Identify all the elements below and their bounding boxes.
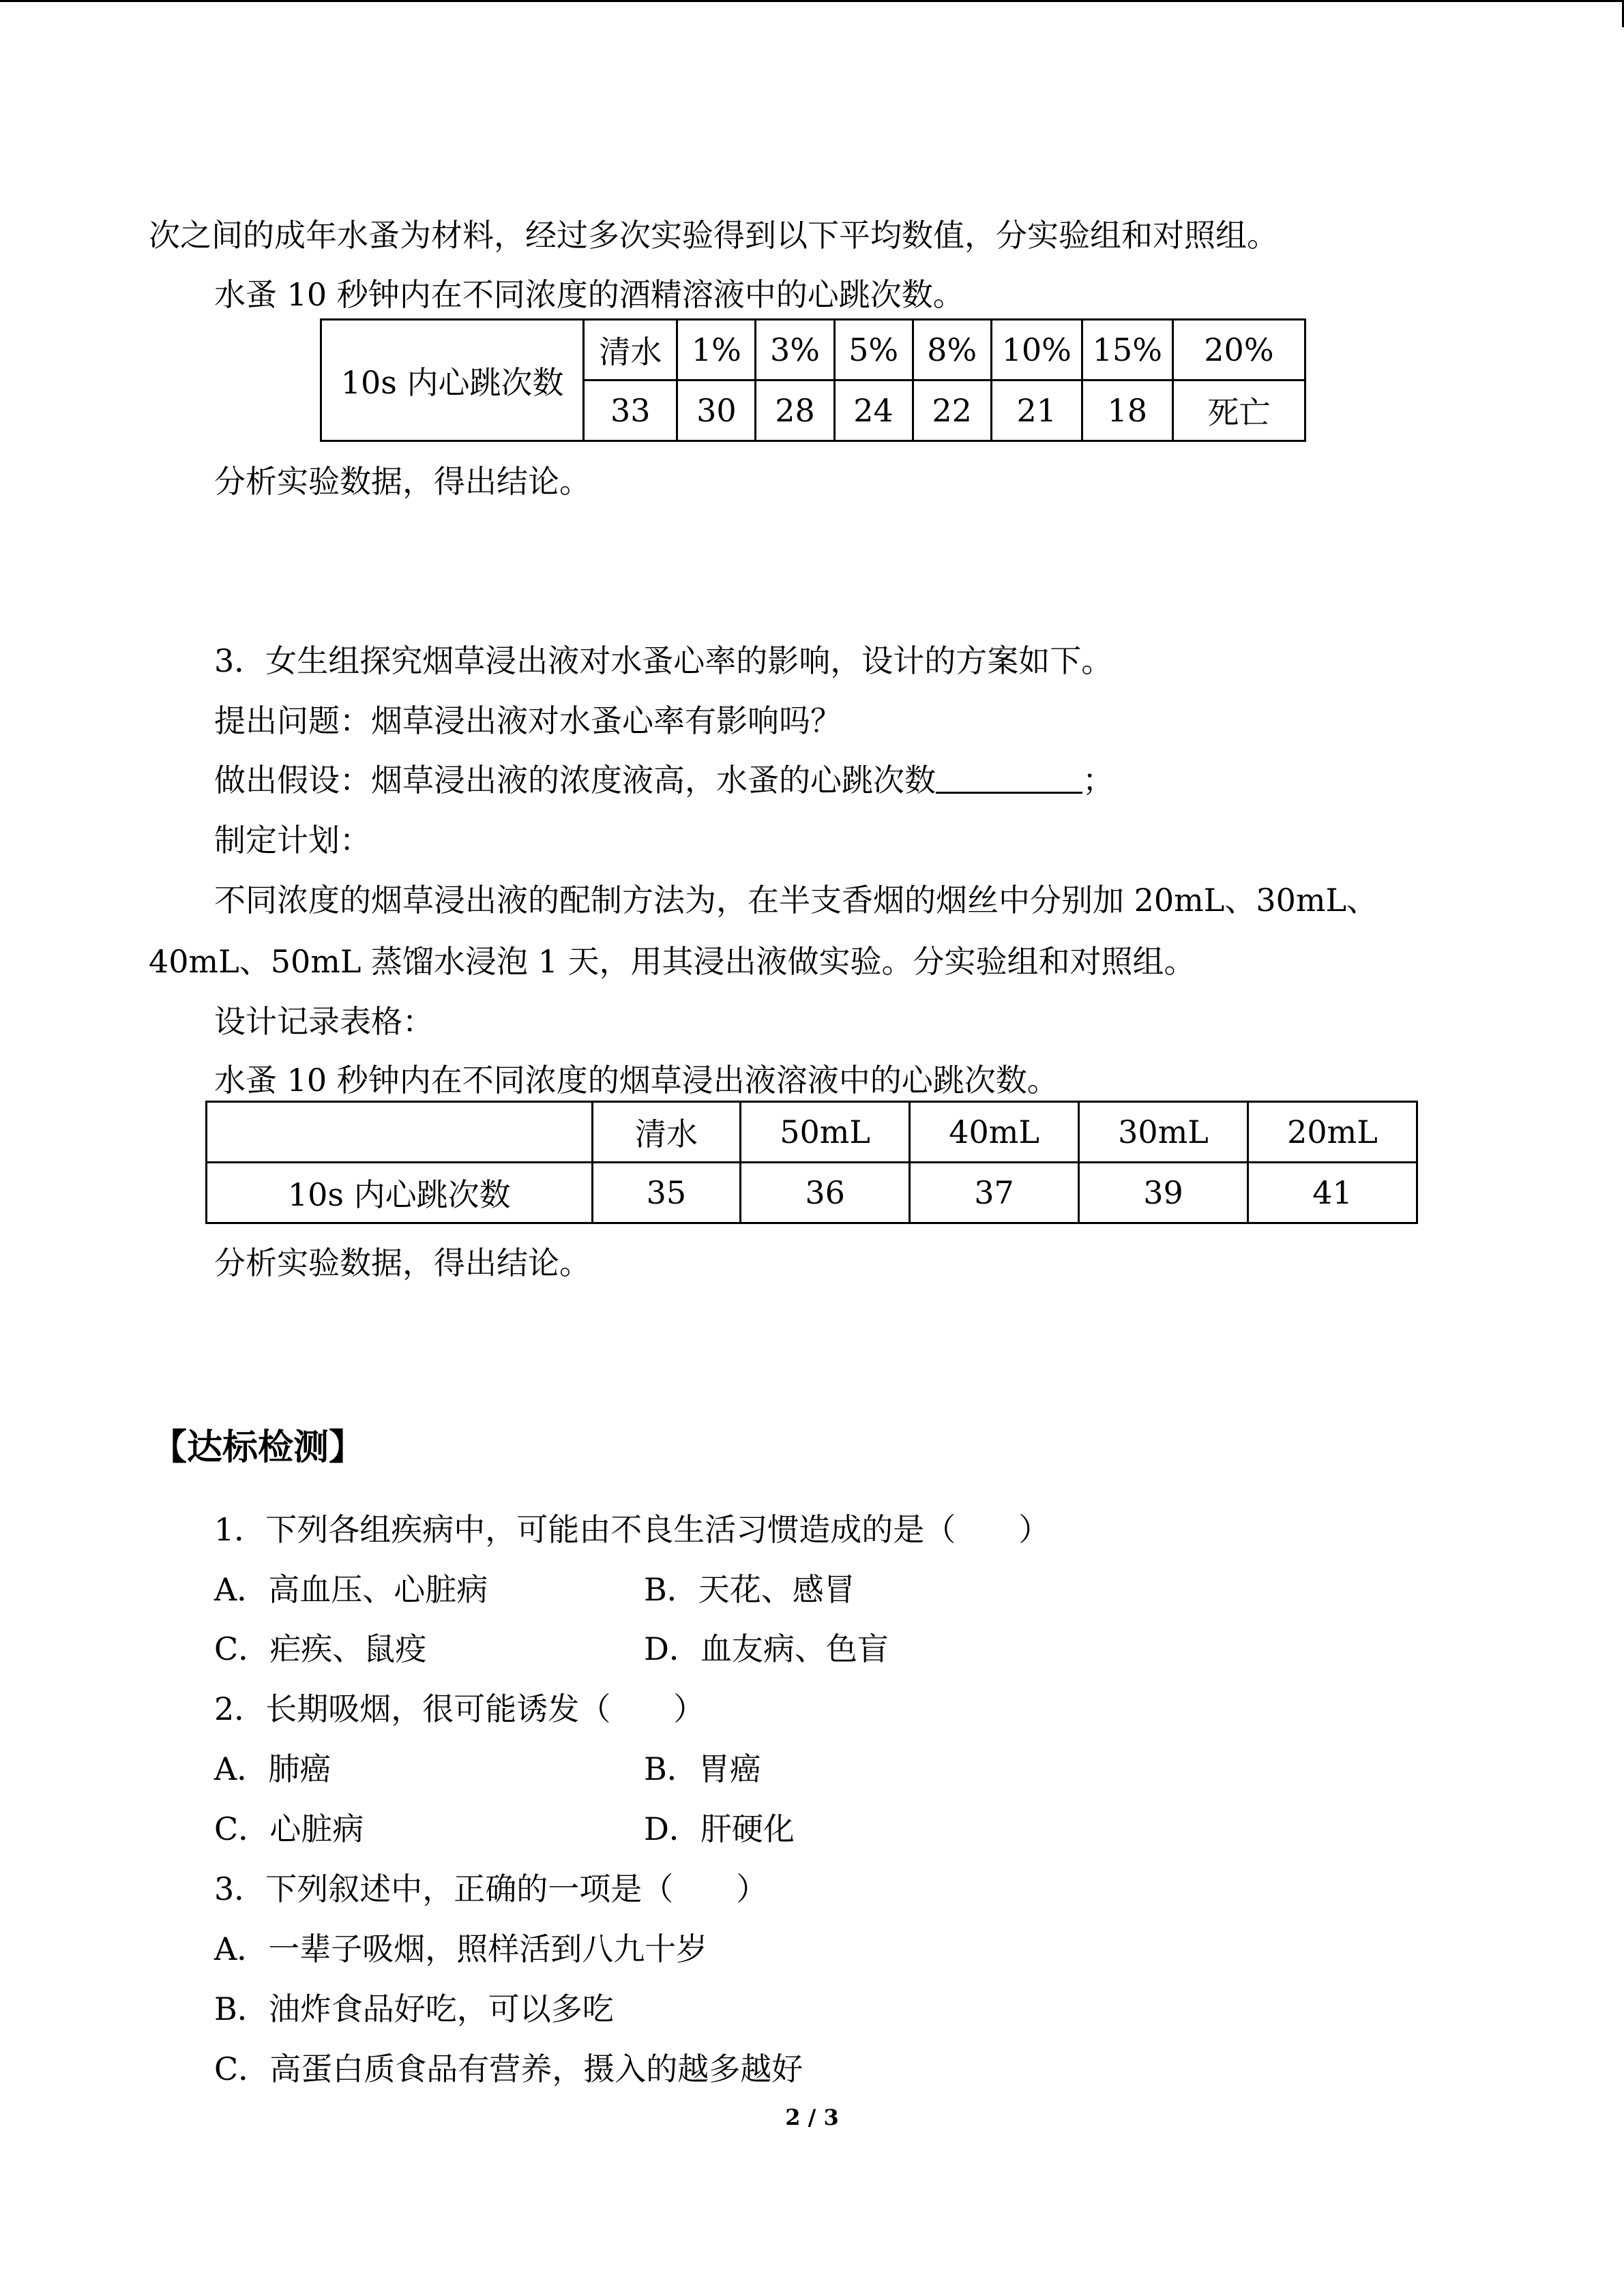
analysis-prompt: 分析实验数据，得出结论。 [214, 463, 591, 500]
tobacco-heart-rate-table [205, 1101, 1418, 1224]
value-cell: 33 [584, 381, 677, 441]
hypothesis-line [214, 760, 1114, 801]
question-2: 2．长期吸烟，很可能诱发（ ） [214, 1690, 705, 1727]
empty-header-cell [207, 1102, 593, 1163]
header-cell: 15% [1082, 320, 1172, 381]
value-cell: 41 [1247, 1163, 1417, 1223]
option-a[interactable]: A．肺癌 [214, 1750, 331, 1787]
header-cell: 50mL [741, 1102, 910, 1163]
header-cell: 1% [677, 320, 756, 381]
value-cell: 28 [756, 381, 834, 441]
value-cell: 22 [913, 381, 991, 441]
option-a[interactable]: A．高血压、心脏病 [214, 1571, 488, 1608]
text-line: 不同浓度的烟草浸出液的配制方法为，在半支香烟的烟丝中分别加 20mL、30mL、 [214, 882, 1378, 919]
header-cell: 清水 [592, 1102, 741, 1163]
question-3: 3．下列叙述中，正确的一项是（ ） [214, 1870, 768, 1907]
text-line: 提出问题：烟草浸出液对水蚤心率有影响吗？ [214, 702, 842, 739]
value-cell: 35 [592, 1163, 741, 1223]
option-d[interactable]: D．血友病、色盲 [644, 1630, 889, 1667]
option-b[interactable]: B．油炸食品好吃，可以多吃 [214, 1991, 614, 2027]
text-line: 设计记录表格： [214, 1003, 434, 1040]
table-caption: 水蚤 10 秒钟内在不同浓度的烟草浸出液溶液中的心跳次数。 [214, 1062, 1059, 1099]
section-heading: 【达标检测】 [151, 1427, 365, 1468]
question-1: 1．下列各组疾病中，可能由不良生活习惯造成的是（ ） [214, 1511, 1050, 1548]
option-c[interactable]: C．疟疾、鼠疫 [214, 1630, 427, 1667]
answer-blank[interactable] [936, 760, 1082, 794]
option-c[interactable]: C．高蛋白质食品有营养，摄入的越多越好 [214, 2051, 803, 2087]
value-cell: 24 [834, 381, 913, 441]
text-line: 次之间的成年水蚤为材料，经过多次实验得到以下平均数值，分实验组和对照组。 [149, 217, 1278, 254]
header-cell: 清水 [584, 320, 677, 381]
header-cell: 30mL [1079, 1102, 1248, 1163]
table-caption: 水蚤 10 秒钟内在不同浓度的酒精溶液中的心跳次数。 [214, 276, 964, 313]
row-label: 10s 内心跳次数 [321, 320, 584, 441]
value-cell: 36 [741, 1163, 910, 1223]
value-cell: 30 [677, 381, 756, 441]
header-cell: 40mL [910, 1102, 1079, 1163]
hypothesis-text: 做出假设：烟草浸出液的浓度液高，水蚤的心跳次数 [214, 762, 936, 799]
row-label: 10s 内心跳次数 [207, 1163, 593, 1223]
page-number: 2 / 3 [785, 2104, 839, 2130]
option-c[interactable]: C．心脏病 [214, 1810, 364, 1847]
value-cell: 37 [910, 1163, 1079, 1223]
analysis-prompt: 分析实验数据，得出结论。 [214, 1244, 591, 1281]
option-b[interactable]: B．胃癌 [644, 1750, 761, 1787]
header-cell: 20mL [1247, 1102, 1417, 1163]
text-line: 制定计划： [214, 822, 371, 859]
header-cell: 5% [834, 320, 913, 381]
alcohol-heart-rate-table [320, 318, 1306, 442]
value-cell: 39 [1079, 1163, 1248, 1223]
header-cell: 3% [756, 320, 834, 381]
question-intro: 3．女生组探究烟草浸出液对水蚤心率的影响，设计的方案如下。 [214, 642, 1113, 679]
header-cell: 10% [991, 320, 1082, 381]
value-cell: 18 [1082, 381, 1172, 441]
option-b[interactable]: B．天花、感冒 [644, 1571, 855, 1608]
header-cell: 20% [1172, 320, 1305, 381]
hypothesis-end: ； [1082, 762, 1114, 799]
header-cell: 8% [913, 320, 991, 381]
value-cell: 死亡 [1172, 381, 1305, 441]
value-cell: 21 [991, 381, 1082, 441]
option-a[interactable]: A．一辈子吸烟，照样活到八九十岁 [214, 1930, 708, 1967]
text-line: 40mL、50mL 蒸馏水浸泡 1 天，用其浸出液做实验。分实验组和对照组。 [149, 943, 1196, 980]
top-border [0, 0, 1624, 2]
option-d[interactable]: D．肝硬化 [644, 1810, 795, 1847]
